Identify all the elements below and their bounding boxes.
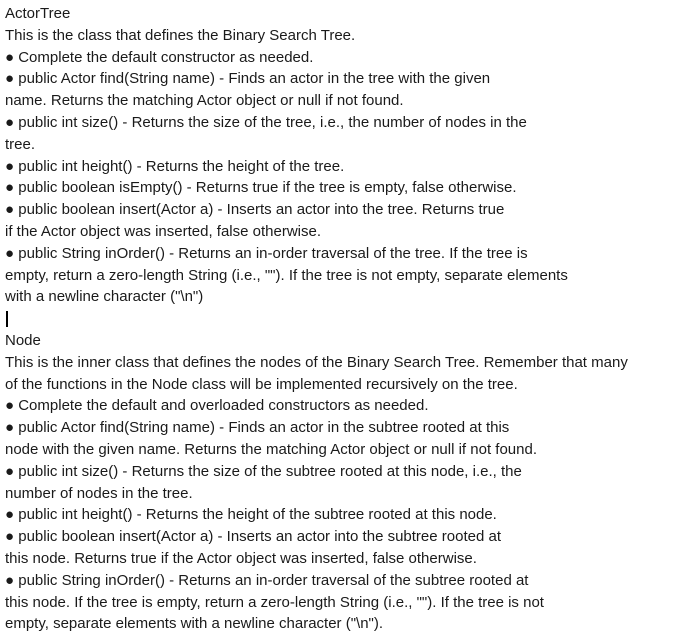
actor-tree-line: tree. [5, 135, 36, 153]
actor-tree-heading: ActorTree [5, 5, 71, 22]
text-cursor-line[interactable] [5, 308, 695, 330]
node-line: ● public String inOrder() - Returns an in-order traversal of the subtree rooted at [5, 571, 529, 589]
actor-tree-line: ● public int height() - Returns the height of the tree. [5, 157, 345, 175]
actor-tree-line: if the Actor object was inserted, false otherwise. [5, 222, 321, 240]
actor-tree-line: ● public int size() - Returns the size of the tree, i.e., the number of nodes in the [5, 113, 527, 131]
node-line: node with the given name. Returns the matching Actor object or null if not found. [5, 440, 537, 458]
node-line: ● public boolean insert(Actor a) - Inserts an actor into the subtree rooted at [5, 528, 501, 546]
actor-tree-line: name. Returns the matching Actor object or null if not found. [5, 92, 404, 110]
actor-tree-line: ● public Actor find(String name) - Finds an actor in the tree with the given [5, 70, 491, 88]
node-line: number of nodes in the tree. [5, 484, 193, 502]
actor-tree-line: ● public String inOrder() - Returns an in-order traversal of the tree. If the tree is [5, 244, 528, 262]
node-heading: Node [5, 331, 41, 349]
node-line: ● Complete the default and overloaded constructors as needed. [5, 397, 429, 415]
actor-tree-line: ● Complete the default constructor as needed. [5, 48, 314, 66]
node-line: This is the inner class that defines the nodes of the Binary Search Tree. Remember that many [5, 353, 628, 371]
actor-tree-line: This is the class that defines the Binary Search Tree. [5, 26, 356, 44]
node-line: ● public int height() - Returns the height of the subtree rooted at this node. [5, 506, 497, 524]
node-line: this node. Returns true if the Actor object was inserted, false otherwise. [5, 549, 477, 567]
actor-tree-line: ● public boolean isEmpty() - Returns true if the tree is empty, false otherwise. [5, 179, 517, 197]
node-line: empty, separate elements with a newline character ("\n"). [5, 615, 384, 633]
text-cursor [6, 311, 8, 327]
actor-tree-section [5, 3, 695, 308]
actor-tree-line: ● public boolean insert(Actor a) - Inserts an actor into the tree. Returns true [5, 201, 505, 219]
actor-tree-line: empty, return a zero-length String (i.e., ""). If the tree is not empty, separate elements [5, 266, 568, 284]
node-line: of the functions in the Node class will be implemented recursively on the tree. [5, 375, 518, 393]
document-body [5, 3, 695, 635]
node-section [5, 330, 695, 635]
node-line: ● public Actor find(String name) - Finds an actor in the subtree rooted at this [5, 419, 510, 437]
node-line: ● public int size() - Returns the size of the subtree rooted at this node, i.e., the [5, 462, 522, 480]
actor-tree-line: with a newline character ("\n") [5, 288, 204, 306]
node-line: this node. If the tree is empty, return a zero-length String (i.e., ""). If the tree is not [5, 593, 544, 611]
